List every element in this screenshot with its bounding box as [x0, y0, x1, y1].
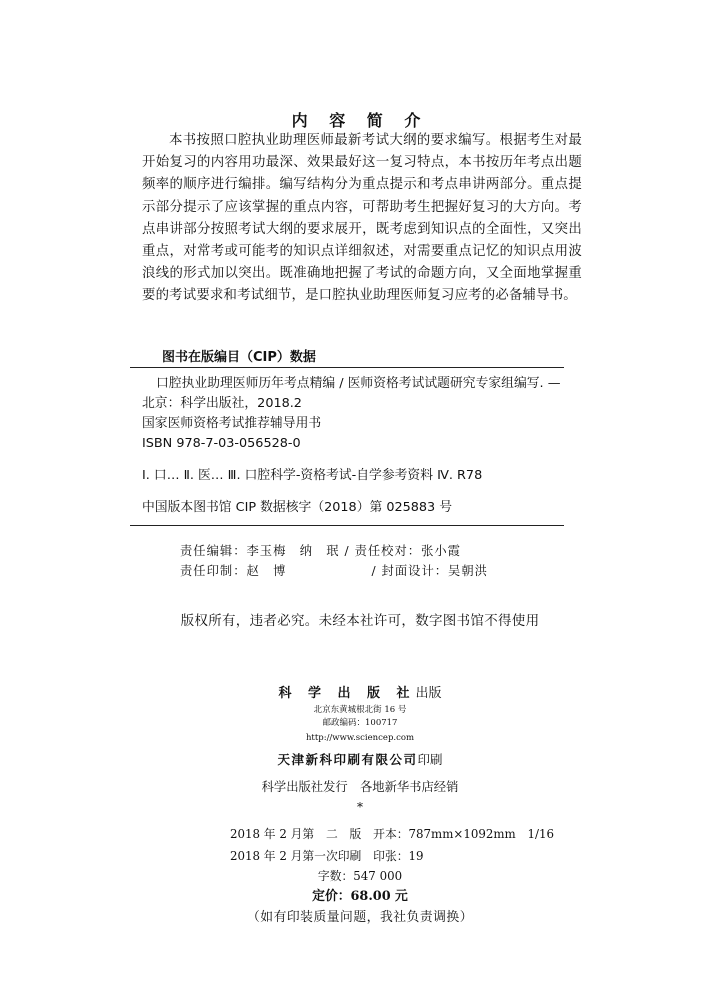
editor-names: 李玉梅 纳 珉	[246, 544, 340, 558]
printer-name: 天津新科印刷有限公司	[277, 752, 418, 767]
cover-designer-names: 吴朝洪	[448, 564, 488, 578]
printer-suffix: 印刷	[417, 752, 443, 767]
editor-label: 责任编辑：	[180, 544, 247, 558]
cip-number: 中国版本图书馆 CIP 数据核字（2018）第 025883 号	[142, 500, 453, 515]
publisher-address: 北京东黄城根北街 16 号	[313, 705, 407, 715]
publisher-line	[0, 682, 720, 701]
staff-line-production	[180, 561, 488, 581]
print-manager-label: 责任印制：	[180, 564, 247, 578]
copyright-notice: 版权所有，违者必究。未经本社许可，数字图书馆不得使用	[180, 613, 540, 629]
print-manager-names: 赵 博	[246, 564, 287, 578]
staff-line-editors	[180, 541, 461, 561]
publisher-name: 科 学 出 版 社	[278, 686, 416, 701]
edition-line: 2018 年 2 月第 二 版 开本：787mm×1092mm 1/16	[230, 827, 555, 841]
publisher-website: http://www.sciencep.com	[305, 733, 415, 743]
distribution-line: 科学出版社发行 各地新华书店经销	[261, 780, 459, 794]
intro-paragraph: 本书按照口腔执业助理医师最新考试大纲的要求编写。根据考生对最开始复习的内容用功最深、效果最好这一复习特点，本书按历年考点出题频率的顺序进行编排。编写结构分为重点提示和考点串讲两部分。重点提示部分提示了应该掌握的重点内容，可帮助考生把握好复习的大方向。考点串讲部分按照考试大纲的要求展开，既考虑到知识点的全面性，又突出重点，对常考或可能考的知识点详细叙述，对需要重点记忆的知识点用波浪线的形式加以突出。既准确地把握了考试的命题方向，又全面地掌握重要的考试要求和考试细节，是口腔执业助理医师复习应考的必备辅导书。	[142, 133, 582, 304]
cip-description: 口腔执业助理医师历年考点精编 / 医师资格考试试题研究专家组编写. —北京：科学出版社，2018.2	[142, 376, 561, 411]
separator-star: *	[357, 800, 363, 814]
cip-top-rule	[130, 367, 564, 368]
intro-text	[142, 130, 582, 308]
intro-title: 内 容 简 介	[291, 111, 429, 130]
cip-series: 国家医师资格考试推荐辅导用书	[142, 416, 322, 431]
proofreader-names: 张小霞	[421, 544, 461, 558]
cip-heading: 图书在版编目（CIP）数据	[162, 350, 316, 365]
printing-line: 2018 年 2 月第一次印刷 印张：19	[230, 849, 424, 863]
cip-isbn: ISBN 978-7-03-056528-0	[142, 436, 301, 451]
cip-bottom-rule	[130, 525, 564, 526]
price: 定价：68.00 元	[312, 889, 408, 904]
quality-note: （如有印装质量问题，我社负责调换）	[246, 910, 474, 925]
proofreader-label: / 责任校对：	[344, 544, 422, 558]
cover-designer-label: / 封面设计：	[371, 564, 449, 578]
cip-subjects: Ⅰ. 口… Ⅱ. 医… Ⅲ. 口腔科学-资格考试-自学参考资料 Ⅳ. R78	[142, 468, 483, 483]
publisher-postcode: 邮政编码：100717	[322, 718, 398, 728]
printer-line	[0, 750, 720, 768]
word-count: 字数：547 000	[317, 869, 403, 883]
publisher-suffix: 出版	[415, 686, 442, 701]
